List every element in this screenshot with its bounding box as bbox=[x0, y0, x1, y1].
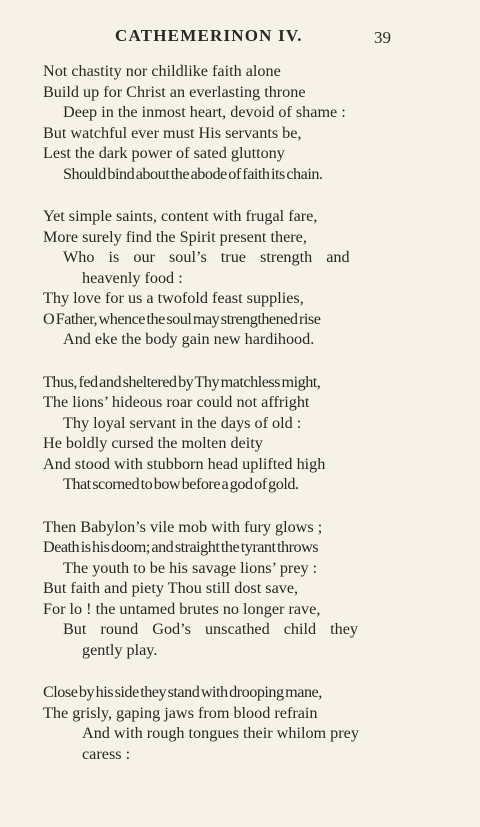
poem-line: Death is his doom; and straight the tyrant throws bbox=[43, 538, 319, 556]
poem-line: But faith and piety Thou still dost save, bbox=[43, 579, 299, 597]
stanza-3 bbox=[0, 372, 480, 495]
stanza-2 bbox=[0, 206, 480, 350]
stanza-1 bbox=[0, 61, 480, 184]
poem-line: And eke the body gain new hardihood. bbox=[63, 330, 315, 348]
running-head bbox=[0, 26, 480, 52]
poem-text bbox=[0, 61, 480, 764]
poem-line: But watchful ever must His servants be, bbox=[43, 123, 302, 142]
poem-line: heavenly food : bbox=[82, 268, 183, 287]
poem-line: More surely find the Spirit present there, bbox=[43, 227, 307, 246]
poem-line: gently play. bbox=[82, 640, 158, 659]
poem-line: He boldly cursed the molten deity bbox=[43, 434, 263, 452]
poem-line: And with rough tongues their whilom prey bbox=[82, 724, 359, 742]
poem-line: Yet simple saints, content with frugal fare, bbox=[43, 207, 318, 225]
poem-line: But round God’s unscathed child they bbox=[63, 620, 359, 638]
stanza-4 bbox=[0, 517, 480, 661]
stanza-5 bbox=[0, 682, 480, 764]
poem-line: That scorned to bow before a god of gold. bbox=[63, 475, 299, 493]
poem-line: For lo ! the untamed brutes no longer rave, bbox=[43, 599, 321, 618]
poem-line: Deep in the inmost heart, devoid of shame : bbox=[63, 103, 346, 121]
poem-line: caress : bbox=[82, 744, 131, 763]
poem-line: Build up for Christ an everlasting throne bbox=[43, 82, 306, 101]
poem-line: Lest the dark power of sated gluttony bbox=[43, 144, 285, 162]
poem-line: Thus, fed and sheltered by Thy matchless might, bbox=[43, 372, 321, 391]
poem-line: The lions’ hideous roar could not affright bbox=[43, 393, 310, 411]
poem-line: O Father, whence the soul may strengthened rise bbox=[43, 309, 321, 328]
poem-line: And stood with stubborn head uplifted high bbox=[43, 454, 326, 473]
poem-line: The grisly, gaping jaws from blood refrain bbox=[43, 703, 318, 722]
poem-line: Close by his side they stand with drooping mane, bbox=[43, 683, 322, 701]
running-title: CATHEMERINON IV. bbox=[115, 26, 303, 45]
poem-line: Thy love for us a twofold feast supplies, bbox=[43, 289, 304, 307]
poem-line: Not chastity nor childlike faith alone bbox=[43, 62, 281, 80]
poem-line: Thy loyal servant in the days of old : bbox=[63, 413, 302, 432]
poem-line: Who is our soul’s true strength and bbox=[63, 248, 350, 266]
poem-line: The youth to be his savage lions’ prey : bbox=[63, 558, 318, 577]
page-number: 39 bbox=[374, 28, 391, 47]
poem-line: Should bind about the abode of faith its chain. bbox=[63, 164, 323, 183]
poem-line: Then Babylon’s vile mob with fury glows ; bbox=[43, 517, 323, 536]
